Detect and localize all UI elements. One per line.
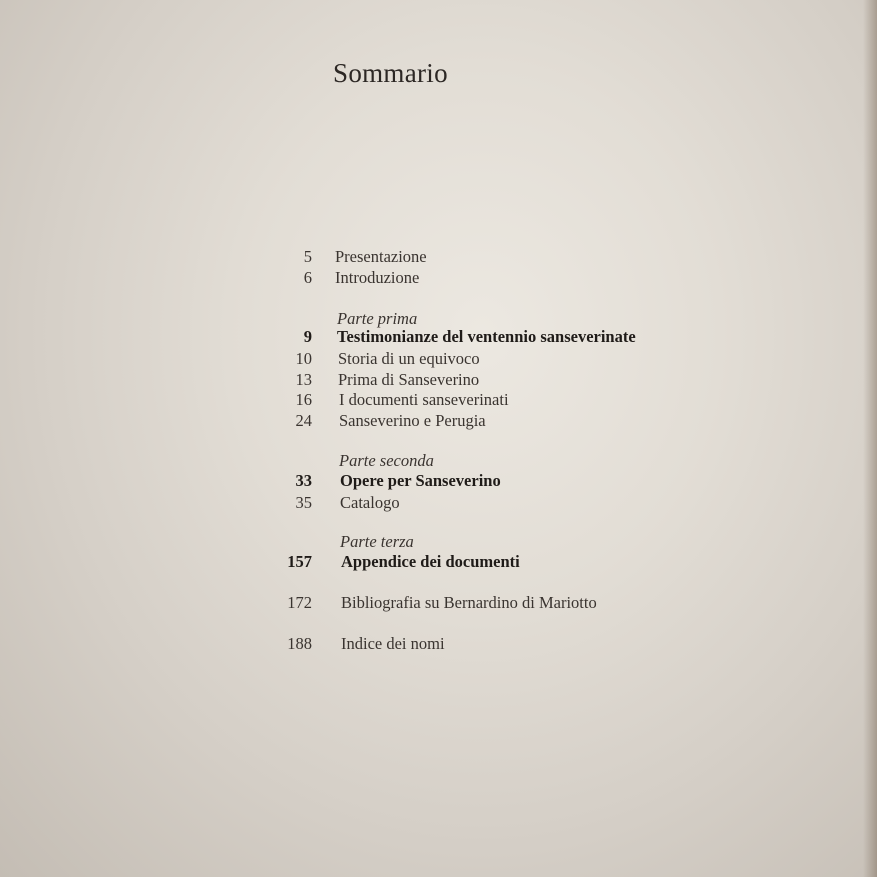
toc-entry-prima — [0, 370, 877, 392]
section-heading-parte-prima: Parte prima — [337, 309, 418, 328]
toc-entry-label: Bibliografia su Bernardino di Mariotto — [341, 593, 597, 612]
toc-page-number: 188 — [287, 634, 312, 653]
toc-page-number: 9 — [303, 327, 312, 346]
section-heading-parte-seconda: Parte seconda — [339, 451, 434, 470]
toc-page-number: 6 — [303, 268, 312, 287]
toc-entry-presentazione — [0, 247, 877, 269]
toc-entry-introduzione — [0, 268, 877, 290]
toc-entry-label: I documenti sanseverinati — [339, 390, 509, 409]
toc-entry-testimonianze — [0, 327, 877, 349]
toc-entry-perugia — [0, 411, 877, 433]
toc-entry-bibliografia — [0, 593, 877, 615]
toc-entry-label: Testimonianze del ventennio sanseverinate — [337, 327, 636, 346]
toc-entry-label: Presentazione — [335, 247, 427, 266]
toc-entry-label: Prima di Sanseverino — [338, 370, 480, 389]
toc-page-number: 35 — [295, 493, 312, 512]
toc-page-number: 172 — [287, 593, 312, 612]
toc-entry-label: Catalogo — [340, 493, 400, 512]
toc-page-number: 16 — [295, 390, 312, 409]
toc-entry-documenti — [0, 390, 877, 412]
toc-page-number: 10 — [295, 349, 312, 368]
toc-entry-storia — [0, 349, 877, 371]
toc-page-number: 33 — [295, 471, 312, 490]
toc-entry-label: Sanseverino e Perugia — [339, 411, 486, 430]
toc-entry-label: Opere per Sanseverino — [340, 471, 501, 490]
toc-entry-catalogo — [0, 493, 877, 515]
toc-page-number: 24 — [295, 411, 312, 430]
page-title: Sommario — [333, 58, 448, 88]
toc-entry-label: Appendice dei documenti — [341, 552, 520, 571]
toc-entry-label: Introduzione — [335, 268, 420, 287]
toc-page-number: 157 — [287, 552, 312, 571]
toc-entry-indice — [0, 634, 877, 656]
toc-page-number: 5 — [303, 247, 312, 266]
toc-entry-label: Indice dei nomi — [341, 634, 445, 653]
toc-entry-label: Storia di un equivoco — [338, 349, 480, 368]
toc-page-number: 13 — [295, 370, 312, 389]
section-heading-parte-terza: Parte terza — [340, 532, 414, 551]
toc-entry-appendice — [0, 552, 877, 574]
toc-entry-opere — [0, 471, 877, 493]
